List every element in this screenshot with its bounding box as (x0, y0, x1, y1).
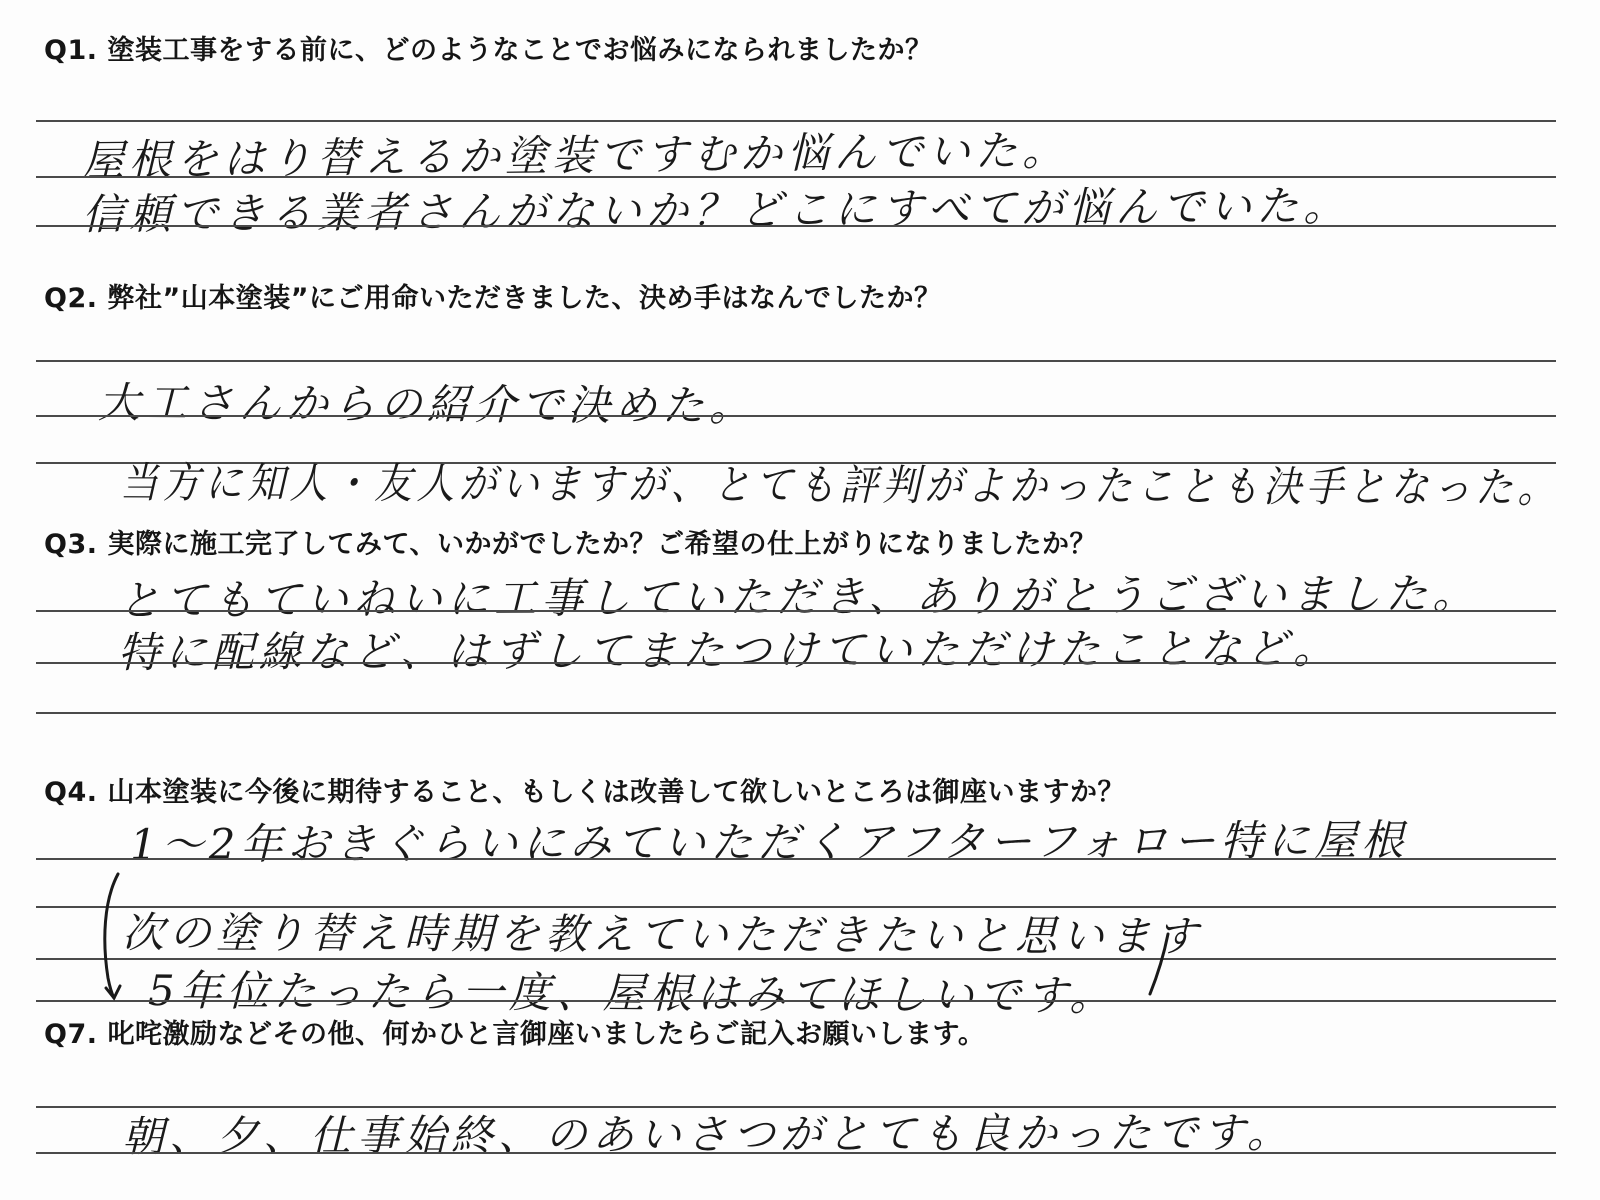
question-7 (44, 1012, 985, 1051)
question-number: Q7. (44, 1019, 98, 1050)
question-number: Q2. (44, 283, 98, 314)
question-text: 山本塗装に今後に期待すること、もしくは改善して欲しいところは御座いますか？ (107, 777, 1125, 808)
question-3 (44, 522, 1097, 561)
handwritten-answer: 特に配線など、はずしてまたつけていただけたことなど。 (117, 623, 1341, 677)
question-text: 弊社”山本塗装”にご用命いただきました、決め手はなんでしたか？ (107, 283, 942, 314)
question-number: Q4. (44, 777, 98, 808)
question-4 (44, 770, 1125, 809)
handwritten-bracket-icon (96, 870, 136, 1020)
handwritten-stroke-icon (1140, 930, 1180, 1000)
ruled-line (36, 360, 1556, 362)
question-1 (44, 28, 933, 67)
question-number: Q1. (44, 35, 98, 66)
handwritten-answer: 朝、夕、仕事始終、のあいさつがとても良かったです。 (121, 1107, 1294, 1161)
ruled-line (36, 225, 1556, 227)
handwritten-answer: 大工さんからの紹介で決めた。 (97, 378, 757, 431)
handwritten-answer: 信頼できる業者さんがないか？どこにすべてが悩んでいた。 (81, 181, 1351, 239)
question-number: Q3. (44, 529, 98, 560)
question-text: 実際に施工完了してみて、いかがでしたか？ご希望の仕上がりになりましたか？ (107, 529, 1097, 560)
ruled-line (36, 1000, 1556, 1002)
question-2 (44, 276, 942, 315)
ruled-line (36, 858, 1556, 860)
question-text: 塗装工事をする前に、どのようなことでお悩みになられましたか？ (107, 35, 933, 66)
handwritten-answer: 1〜2年おきぐらいにみていただくアフターフォロー特に屋根 (129, 815, 1409, 869)
handwritten-answer: とてもていねいに工事していただき、ありがとうございました。 (117, 568, 1480, 625)
ruled-line (36, 712, 1556, 714)
handwritten-answer: 次の塗り替え時期を教えていただきたいと思います (121, 908, 1204, 961)
question-text: 叱咤激励などその他、何かひと言御座いましたらご記入お願いします。 (107, 1019, 986, 1050)
ruled-line (36, 1152, 1556, 1154)
handwritten-answer: 5年位たったら一度、屋根はみてほしいです。 (147, 966, 1117, 1021)
ruled-line (36, 662, 1556, 664)
ruled-line (36, 415, 1556, 417)
ruled-line (36, 610, 1556, 612)
handwritten-answer: 屋根をはり替えるか塗装ですむか悩んでいた。 (81, 125, 1070, 185)
handwritten-answer: 当方に知人・友人がいますが、とても評判がよかったことも決手となった。 (119, 458, 1560, 513)
